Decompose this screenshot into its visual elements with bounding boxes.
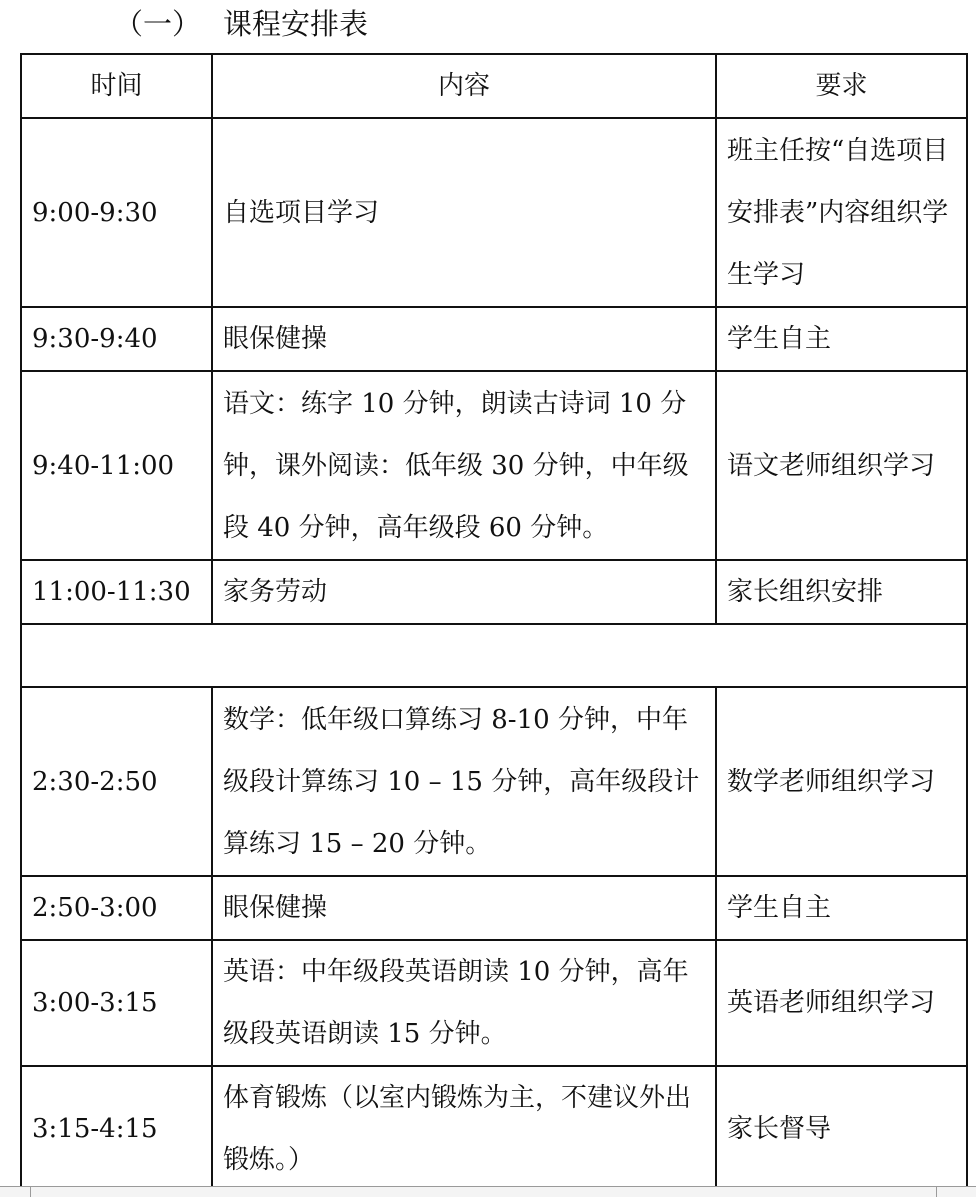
time-cell: 9:30-9:40: [21, 307, 212, 371]
content-cell: 自选项目学习: [212, 118, 716, 307]
table-row: [21, 687, 967, 876]
time-cell: 11:00-11:30: [21, 560, 212, 624]
spacer-cell: [21, 624, 967, 687]
requirement-cell: 英语老师组织学习: [716, 940, 967, 1066]
table-row-spacer: [21, 624, 967, 687]
section-number: （一）: [114, 7, 202, 41]
requirement-cell: 语文老师组织学习: [716, 371, 967, 560]
content-cell: 眼保健操: [212, 876, 716, 940]
requirement-cell: 班主任按“自选项目安排表”内容组织学生学习: [716, 118, 967, 307]
header-content: 内容: [212, 54, 716, 118]
time-cell: 2:30-2:50: [21, 687, 212, 876]
content-cell: 体育锻炼（以室内锻炼为主，不建议外出锻炼。）: [212, 1066, 716, 1192]
header-requirement: 要求: [716, 54, 967, 118]
table-row: [21, 940, 967, 1066]
page-bottom-edge: [0, 1186, 976, 1197]
schedule-table: [20, 53, 968, 1193]
table-row: [21, 1066, 967, 1192]
time-cell: 3:00-3:15: [21, 940, 212, 1066]
content-cell: 语文：练字 10 分钟，朗读古诗词 10 分钟，课外阅读：低年级 30 分钟，中年级段 40 分钟，高年级段 60 分钟。: [212, 371, 716, 560]
content-cell: 家务劳动: [212, 560, 716, 624]
requirement-cell: 学生自主: [716, 307, 967, 371]
content-cell: 数学：低年级口算练习 8-10 分钟，中年级段计算练习 10 – 15 分钟，高年级段计算练习 15 – 20 分钟。: [212, 687, 716, 876]
time-cell: 2:50-3:00: [21, 876, 212, 940]
table-row: [21, 560, 967, 624]
content-cell: 眼保健操: [212, 307, 716, 371]
requirement-cell: 家长组织安排: [716, 560, 967, 624]
table-header-row: [21, 54, 967, 118]
table-row: [21, 371, 967, 560]
time-cell: 9:00-9:30: [21, 118, 212, 307]
requirement-cell: 学生自主: [716, 876, 967, 940]
header-time: 时间: [21, 54, 212, 118]
requirement-cell: 家长督导: [716, 1066, 967, 1192]
table-row: [21, 118, 967, 307]
requirement-cell: 数学老师组织学习: [716, 687, 967, 876]
section-title: 课程安排表: [223, 7, 369, 41]
content-cell: 英语：中年级段英语朗读 10 分钟，高年级段英语朗读 15 分钟。: [212, 940, 716, 1066]
time-cell: 3:15-4:15: [21, 1066, 212, 1192]
table-row: [21, 307, 967, 371]
section-heading: [114, 4, 368, 44]
time-cell: 9:40-11:00: [21, 371, 212, 560]
table-row: [21, 876, 967, 940]
